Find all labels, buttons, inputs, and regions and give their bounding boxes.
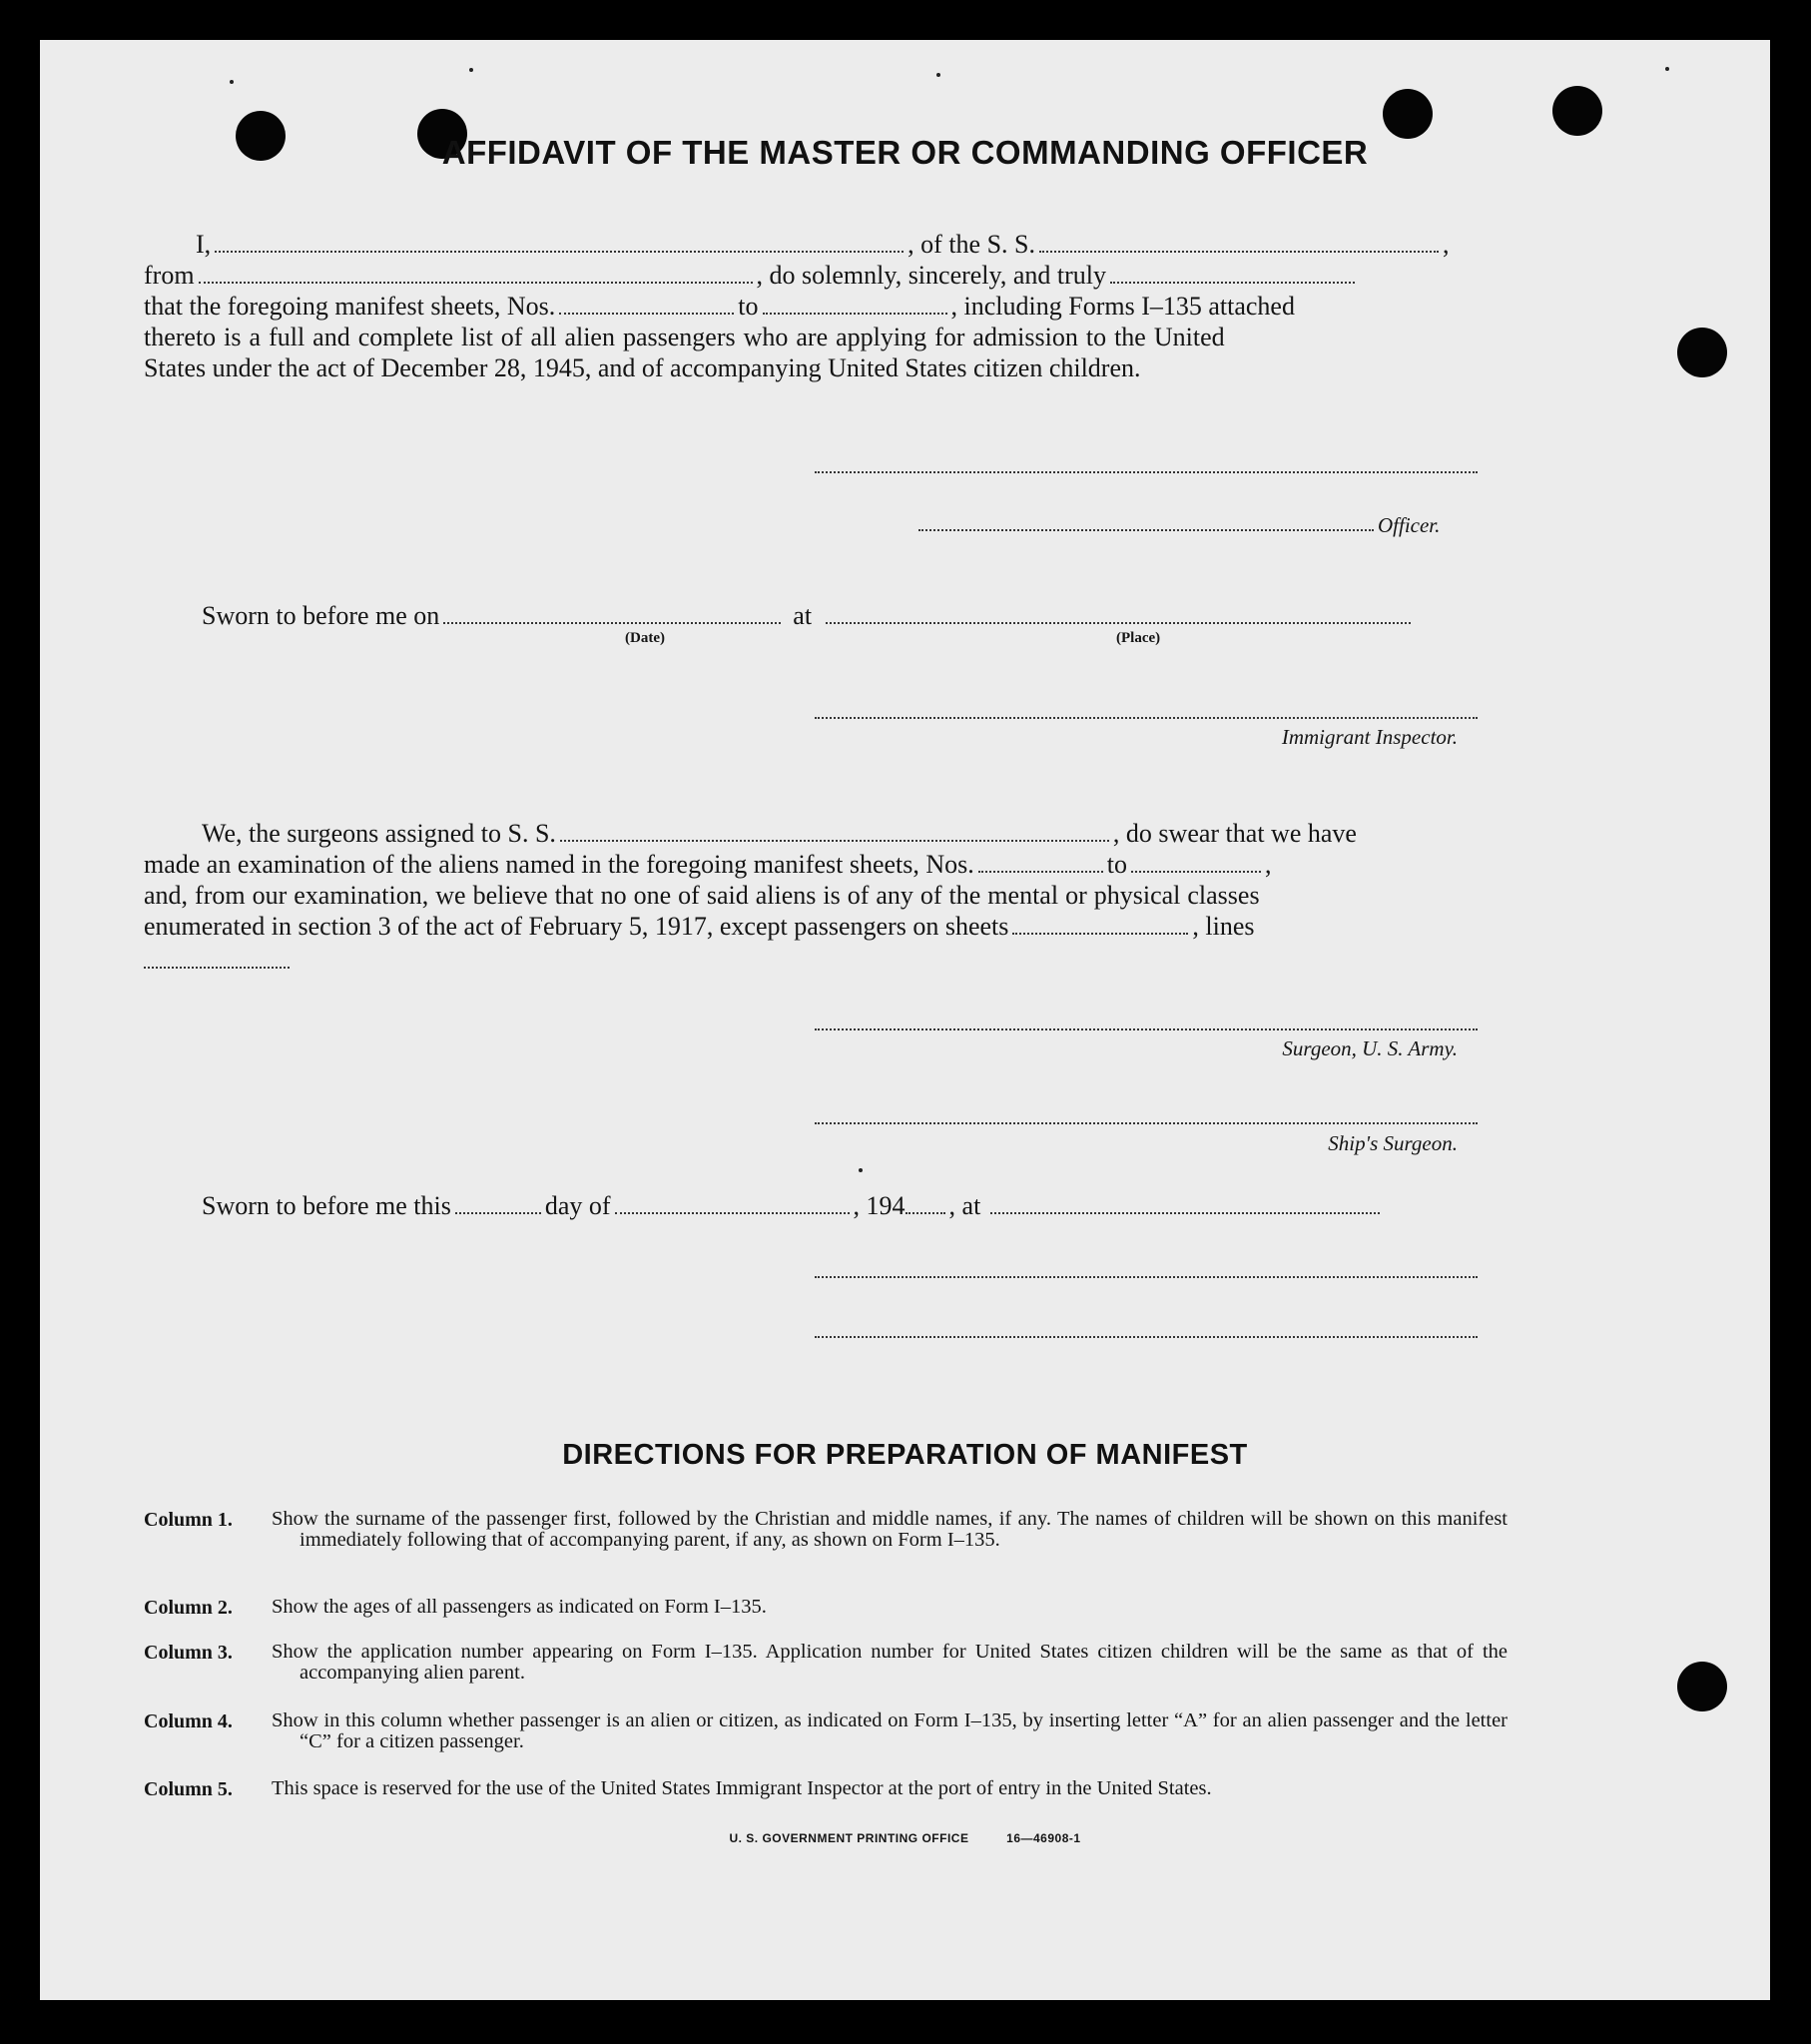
sworn-line-1 xyxy=(202,601,1415,631)
text: Sworn to before me on xyxy=(202,601,440,630)
punch-hole xyxy=(1677,1662,1727,1711)
sworn-place-field[interactable] xyxy=(826,622,1411,624)
direction-label: Column 1. xyxy=(144,1509,233,1531)
text: day of xyxy=(544,1191,611,1220)
text: , do swear that we have xyxy=(1112,819,1357,848)
exception-sheets-field[interactable] xyxy=(1012,933,1188,935)
sworn-day-field[interactable] xyxy=(455,1212,541,1214)
from-field[interactable] xyxy=(199,282,753,284)
ships-surgeon-signature-line[interactable] xyxy=(815,1122,1478,1124)
sworn-month-field[interactable] xyxy=(615,1212,850,1214)
witness-signature-line-2[interactable] xyxy=(815,1336,1478,1338)
text: , do solemnly, sincerely, and truly xyxy=(756,261,1106,290)
text: made an examination of the aliens named in the foregoing manifest sheets, Nos. xyxy=(144,850,974,879)
surgeons-line-1 xyxy=(202,819,1357,849)
text: , including Forms I–135 attached xyxy=(950,292,1295,321)
direction-label: Column 5. xyxy=(144,1778,233,1800)
text: at xyxy=(793,601,813,630)
affidavit-title: AFFIDAVIT OF THE MASTER OR COMMANDING OFFICER xyxy=(441,134,1369,171)
oath-field[interactable] xyxy=(1110,282,1355,284)
punch-hole xyxy=(1677,328,1727,377)
speck xyxy=(469,68,473,72)
direction-label: Column 3. xyxy=(144,1642,233,1664)
speck xyxy=(936,73,940,77)
surgeons-line-4 xyxy=(144,912,1255,942)
army-surgeon-signature-line[interactable] xyxy=(815,1028,1478,1030)
ships-surgeon-caption: Ship's Surgeon. xyxy=(1328,1131,1458,1155)
sworn-place-field-2[interactable] xyxy=(990,1212,1380,1214)
affidavit-line-1: I, , of the S. S. , xyxy=(196,230,1450,259)
affidavit-line-2 xyxy=(144,261,1359,291)
speck xyxy=(230,80,234,84)
officer-signature-line-2[interactable] xyxy=(918,529,1374,531)
directions-title: DIRECTIONS FOR PREPARATION OF MANIFEST xyxy=(562,1439,1248,1471)
witness-signature-line-1[interactable] xyxy=(815,1276,1478,1278)
text: , at xyxy=(948,1191,981,1220)
punch-hole xyxy=(1383,89,1433,139)
date-caption: (Date) xyxy=(625,630,665,646)
text: I, xyxy=(196,230,212,259)
ship-name-field[interactable] xyxy=(1039,251,1439,253)
surgeons-line-2: made an examination of the aliens named in the foregoing manifest sheets, Nos. to , xyxy=(144,850,1272,879)
officer-caption: Officer. xyxy=(1378,513,1441,537)
printer-name: U. S. GOVERNMENT PRINTING OFFICE xyxy=(729,1831,969,1845)
sworn-year-field[interactable] xyxy=(906,1212,945,1214)
text: Sworn to before me this xyxy=(202,1191,451,1220)
text: , 194 xyxy=(853,1191,906,1220)
exam-sheets-to-field[interactable] xyxy=(1131,871,1261,873)
place-caption: (Place) xyxy=(1116,630,1161,646)
text: , of the S. S. xyxy=(907,230,1036,259)
direction-text: Show the surname of the passenger first, followed by the Christian and middle names, if any. The names of children will be shown on this manifest immediately following that of accompanying parent, if any, as shown on Form I–135. xyxy=(272,1508,1508,1551)
inspector-signature-line[interactable] xyxy=(815,717,1478,719)
surgeons-line-3: and, from our examination, we believe that no one of said aliens is of any of the mental or physical classes xyxy=(144,881,1260,910)
exception-lines-field[interactable] xyxy=(144,967,290,969)
direction-label: Column 2. xyxy=(144,1597,233,1619)
affidavit-line-3 xyxy=(144,292,1295,322)
text: from xyxy=(144,261,195,290)
affidavit-line-5: States under the act of December 28, 1945, and of accompanying United States citizen children. xyxy=(144,353,1141,382)
text: that the foregoing manifest sheets, Nos. xyxy=(144,292,556,321)
inspector-caption: Immigrant Inspector. xyxy=(1281,725,1458,749)
punch-hole xyxy=(1552,86,1602,136)
sheets-from-field[interactable] xyxy=(559,313,734,315)
officer-signature-line-1[interactable] xyxy=(815,471,1478,473)
exam-sheets-from-field[interactable] xyxy=(978,871,1103,873)
speck xyxy=(1665,67,1669,71)
direction-text: Show the ages of all passengers as indicated on Form I–135. xyxy=(272,1596,767,1618)
direction-text: Show in this column whether passenger is an alien or citizen, as indicated on Form I–135, by inserting letter “A” for an alien passenger and the letter “C” for a citizen passenger. xyxy=(272,1709,1508,1752)
text: to xyxy=(1106,850,1127,879)
text: We, the surgeons assigned to S. S. xyxy=(202,819,556,848)
form-page xyxy=(40,40,1770,2000)
text: to xyxy=(738,292,759,321)
direction-text: This space is reserved for the use of the United States Immigrant Inspector at the port of entry in the United States. xyxy=(272,1777,1212,1799)
surgeon-ship-field[interactable] xyxy=(560,840,1109,842)
speck xyxy=(859,1168,863,1172)
name-field[interactable] xyxy=(215,251,904,253)
text: enumerated in section 3 of the act of February 5, 1917, except passengers on sheets xyxy=(144,912,1009,941)
sheets-to-field[interactable] xyxy=(763,313,947,315)
affidavit-line-4: thereto is a full and complete list of all alien passengers who are applying for admission to the United xyxy=(144,323,1225,351)
sworn-line-2 xyxy=(202,1191,1384,1221)
direction-text: Show the application number appearing on Form I–135. Application number for United States citizen children will be the same as that of the accompanying alien parent. xyxy=(272,1641,1508,1684)
printer-imprint xyxy=(40,1831,1770,1845)
form-code: 16—46908-1 xyxy=(1006,1831,1081,1845)
sworn-date-field[interactable] xyxy=(443,622,781,624)
direction-label: Column 4. xyxy=(144,1710,233,1732)
army-surgeon-caption: Surgeon, U. S. Army. xyxy=(1282,1036,1458,1060)
text: , lines xyxy=(1192,912,1255,941)
